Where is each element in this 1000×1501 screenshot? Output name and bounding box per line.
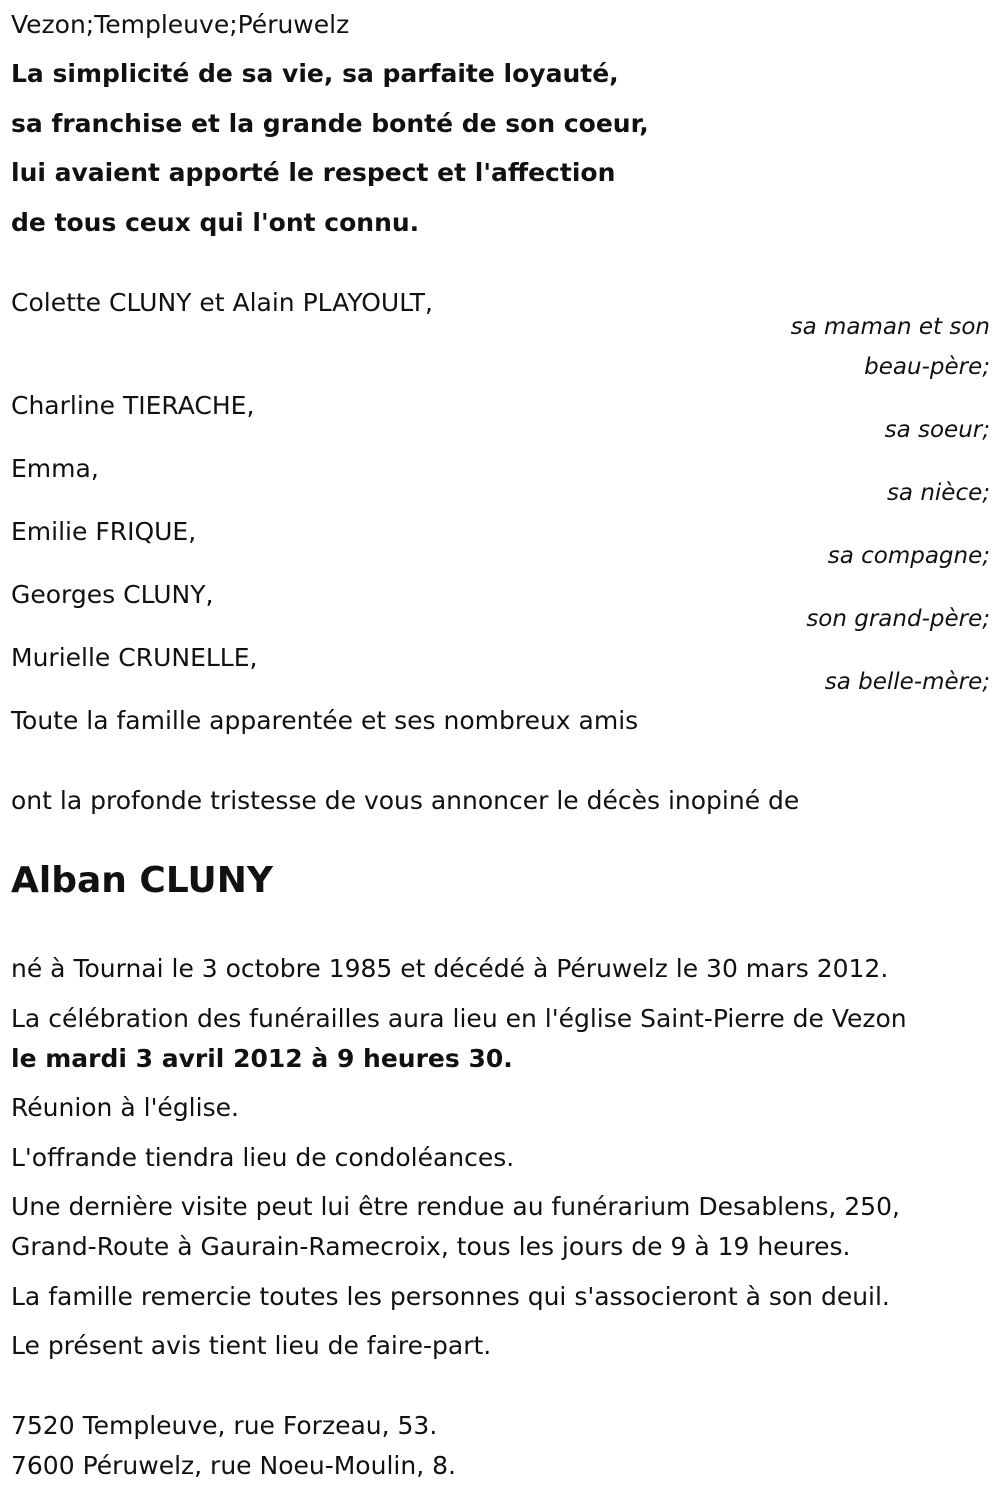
announcement-text: ont la profonde tristesse de vous annoncer le décès inopiné de — [11, 786, 800, 815]
epitaph-line: lui avaient apporté le respect et l'affection — [11, 158, 616, 187]
ceremony-text: La célébration des funérailles aura lieu en l'église Saint-Pierre de Vezon — [11, 1004, 907, 1033]
deceased-name: Alban CLUNY — [11, 860, 273, 901]
family-others: Toute la famille apparentée et ses nombreux amis — [11, 706, 639, 735]
family-member-relation: sa nièce; — [886, 480, 990, 506]
epitaph-line: La simplicité de sa vie, sa parfaite loyauté, — [11, 59, 619, 88]
family-member-relation: sa maman et son — [790, 314, 990, 340]
family-member-name: Colette CLUNY et Alain PLAYOULT, — [11, 288, 433, 317]
ceremony-date: le mardi 3 avril 2012 à 9 heures 30. — [11, 1044, 513, 1073]
family-member-relation: sa compagne; — [827, 543, 990, 569]
family-member-relation: sa belle-mère; — [824, 669, 990, 695]
family-member-relation: beau-père; — [864, 354, 990, 380]
locations-header: Vezon;Templeuve;Péruwelz — [11, 10, 350, 39]
family-member-name: Charline TIERACHE, — [11, 391, 255, 420]
address-line: 7520 Templeuve, rue Forzeau, 53. — [11, 1411, 438, 1440]
meeting-text: Réunion à l'église. — [11, 1093, 239, 1122]
family-member-name: Emilie FRIQUE, — [11, 517, 197, 546]
family-member-name: Georges CLUNY, — [11, 580, 214, 609]
visit-text: Grand-Route à Gaurain-Ramecroix, tous les jours de 9 à 19 heures. — [11, 1232, 851, 1261]
epitaph-line: sa franchise et la grande bonté de son coeur, — [11, 109, 649, 138]
epitaph-line: de tous ceux qui l'ont connu. — [11, 208, 420, 237]
offering-text: L'offrande tiendra lieu de condoléances. — [11, 1143, 515, 1172]
family-member-relation: sa soeur; — [884, 417, 990, 443]
family-member-name: Murielle CRUNELLE, — [11, 643, 258, 672]
thanks-text: La famille remercie toutes les personnes qui s'associeront à son deuil. — [11, 1282, 890, 1311]
family-member-name: Emma, — [11, 454, 99, 483]
birth-death-text: né à Tournai le 3 octobre 1985 et décédé à Péruwelz le 30 mars 2012. — [11, 954, 889, 983]
visit-text: Une dernière visite peut lui être rendue au funérarium Desablens, 250, — [11, 1192, 900, 1221]
address-line: 7600 Péruwelz, rue Noeu-Moulin, 8. — [11, 1451, 456, 1480]
notice-text: Le présent avis tient lieu de faire-part. — [11, 1331, 492, 1360]
family-member-relation: son grand-père; — [806, 606, 990, 632]
